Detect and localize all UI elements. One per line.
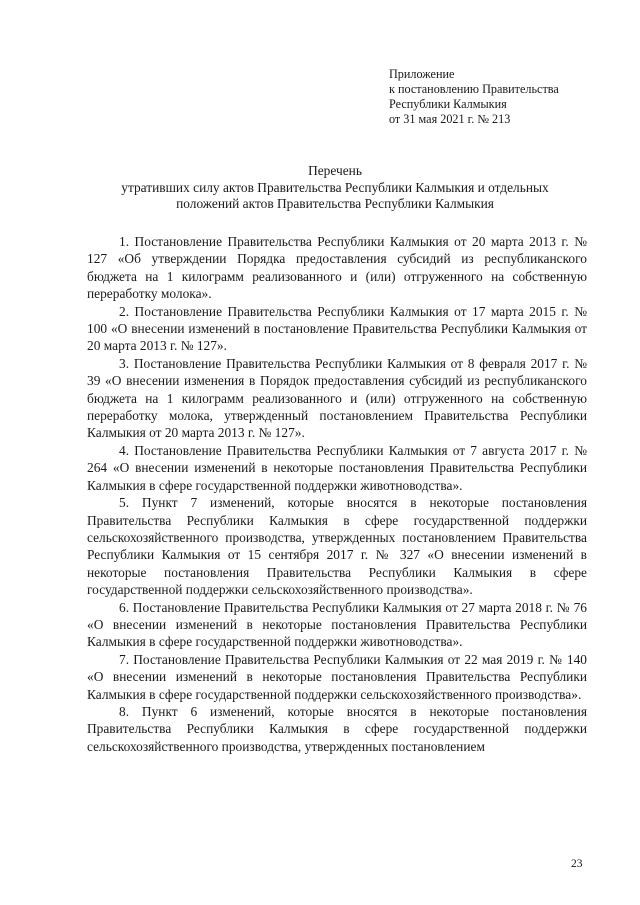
document-title — [70, 163, 600, 213]
title-line: утративших силу актов Правительства Республики Калмыкия и отдельных — [121, 179, 549, 195]
item-text: Постановление Правительства Республики Калмыкия от 17 марта 2015 г. № 100 «О внесении изменений в постановление Правительства Республики Калмыкия от 20 марта 2013 г. № 127». — [87, 303, 587, 354]
document-body — [87, 233, 587, 755]
appendix-line: Республики Калмыкия — [389, 97, 507, 111]
list-item — [87, 442, 587, 494]
appendix-line: Приложение — [389, 67, 455, 81]
item-number: 3. — [119, 355, 130, 371]
appendix-date-line: от 31 мая 2021 г. № 213 — [389, 112, 511, 126]
list-item — [87, 494, 587, 598]
page-number: 23 — [571, 858, 583, 870]
item-text: Постановление Правительства Республики Калмыкия от 27 марта 2018 г. № 76 «О внесении изменений в некоторые постановления Правительства Республики Калмыкия в сфере государственной поддержки животноводства». — [87, 599, 587, 650]
item-number: 1. — [119, 234, 130, 249]
item-text: Постановление Правительства Республики Калмыкия от 20 марта 2013 г. № 127 «Об утверждении Порядка предоставления субсидий из республиканского бюджета на 1 килограмм реализованного и (или) отгруженного на собственную переработку молока». — [87, 234, 587, 302]
list-item — [87, 233, 587, 303]
item-text: Пункт 6 изменений, которые вносятся в некоторые постановления Правительства Республики Калмыкия в сфере государственной поддержки сельскохозяйственного производства, утвержденных постановлением — [87, 703, 587, 754]
list-item — [87, 303, 587, 355]
list-item — [87, 651, 587, 703]
item-text: Постановление Правительства Республики Калмыкия от 7 августа 2017 г. № 264 «О внесении изменений в некоторые постановления Правительства Республики Калмыкия в сфере государственной поддержки животноводства». — [87, 442, 587, 493]
list-item — [87, 703, 587, 755]
item-number: 6. — [119, 599, 130, 615]
item-number: 7. — [119, 651, 130, 667]
item-text: Постановление Правительства Республики Калмыкия от 8 февраля 2017 г. № 39 «О внесении изменения в Порядок предоставления субсидий из республиканского бюджета на 1 килограмм реализованного и (или) отгруженного на собственную переработку молока, утвержденный постановлением Правительства Республики Калмыкия от 20 марта 2013 г. № 127». — [87, 355, 587, 441]
list-item — [87, 355, 587, 442]
item-number: 4. — [119, 442, 130, 458]
title-heading: Перечень — [308, 163, 362, 178]
item-number: 8. — [119, 703, 130, 719]
item-text: Пункт 7 изменений, которые вносятся в некоторые постановления Правительства Республики Калмыкия в сфере государственной поддержки сельскохозяйственного производства, утвержденных постановлением Правительства Республики Калмыкия от 15 сентября 2017 г. № 327 «О внесении изменений в некоторые постановления Правительства Республики Калмыкия в сфере государственной поддержки сельскохозяйственного производства». — [87, 495, 587, 598]
appendix-line: к постановлению Правительства — [389, 82, 559, 96]
item-number: 5. — [119, 495, 130, 511]
list-item — [87, 599, 587, 651]
item-number: 2. — [119, 303, 130, 319]
title-line: положений актов Правительства Республики Калмыкия — [176, 196, 494, 211]
item-text: Постановление Правительства Республики Калмыкия от 22 мая 2019 г. № 140 «О внесении изменений в некоторые постановления Правительства Республики Калмыкия в сфере государственной поддержки сельскохозяйственного производства». — [87, 651, 587, 702]
appendix-block — [389, 67, 619, 127]
